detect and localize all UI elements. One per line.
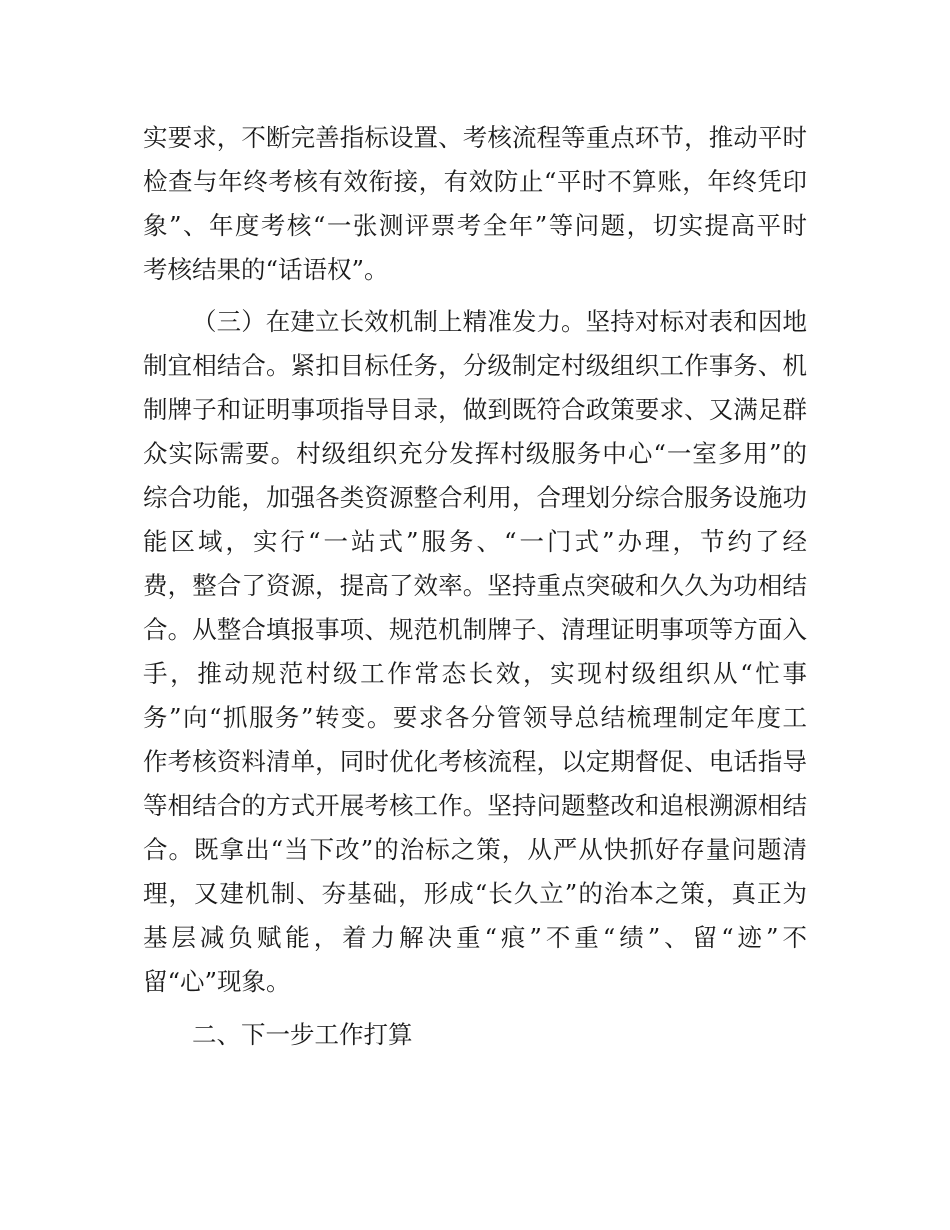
paragraph-line: 制宜相结合。紧扣目标任务，分级制定村级组织工作事务、机 bbox=[143, 351, 807, 380]
paragraph-line: （三）在建立长效机制上精准发力。坚持对标对表和因地 bbox=[192, 307, 807, 336]
paragraph-line: 手，推动规范村级工作常态长效，实现村级组织从“忙事 bbox=[143, 659, 807, 688]
paragraph-line: 能区域，实行“一站式”服务、“一门式”办理，节约了经 bbox=[143, 527, 807, 556]
paragraph-line: 留“心”现象。 bbox=[143, 967, 291, 996]
paragraph-line: 考核结果的“话语权”。 bbox=[143, 255, 389, 284]
paragraph-line: 实要求，不断完善指标设置、考核流程等重点环节，推动平时 bbox=[143, 123, 807, 152]
paragraph-line: 等相结合的方式开展考核工作。坚持问题整改和追根溯源相结 bbox=[143, 791, 807, 820]
paragraph-line: 务”向“抓服务”转变。要求各分管领导总结梳理制定年度工 bbox=[143, 703, 807, 732]
paragraph-line: 基层减负赋能，着力解决重“痕”不重“绩”、留“迹”不 bbox=[143, 923, 807, 952]
paragraph-line: 众实际需要。村级组织充分发挥村级服务中心“一室多用”的 bbox=[143, 439, 807, 468]
paragraph-line: 合。既拿出“当下改”的治标之策，从严从快抓好存量问题清 bbox=[143, 835, 807, 864]
paragraph-line: 作考核资料清单，同时优化考核流程，以定期督促、电话指导 bbox=[143, 747, 807, 776]
paragraph-line: 检查与年终考核有效衔接，有效防止“平时不算账，年终凭印 bbox=[143, 167, 807, 196]
paragraph-line: 合。从整合填报事项、规范机制牌子、清理证明事项等方面入 bbox=[143, 615, 807, 644]
section-heading: 二、下一步工作打算 bbox=[192, 1020, 413, 1049]
paragraph-line: 理，又建机制、夯基础，形成“长久立”的治本之策，真正为 bbox=[143, 879, 807, 908]
paragraph-line: 综合功能，加强各类资源整合利用，合理划分综合服务设施功 bbox=[143, 483, 807, 512]
paragraph-line: 费，整合了资源，提高了效率。坚持重点突破和久久为功相结 bbox=[143, 571, 807, 600]
paragraph-line: 制牌子和证明事项指导目录，做到既符合政策要求、又满足群 bbox=[143, 395, 807, 424]
paragraph-line: 象”、年度考核“一张测评票考全年”等问题，切实提高平时 bbox=[143, 211, 807, 240]
